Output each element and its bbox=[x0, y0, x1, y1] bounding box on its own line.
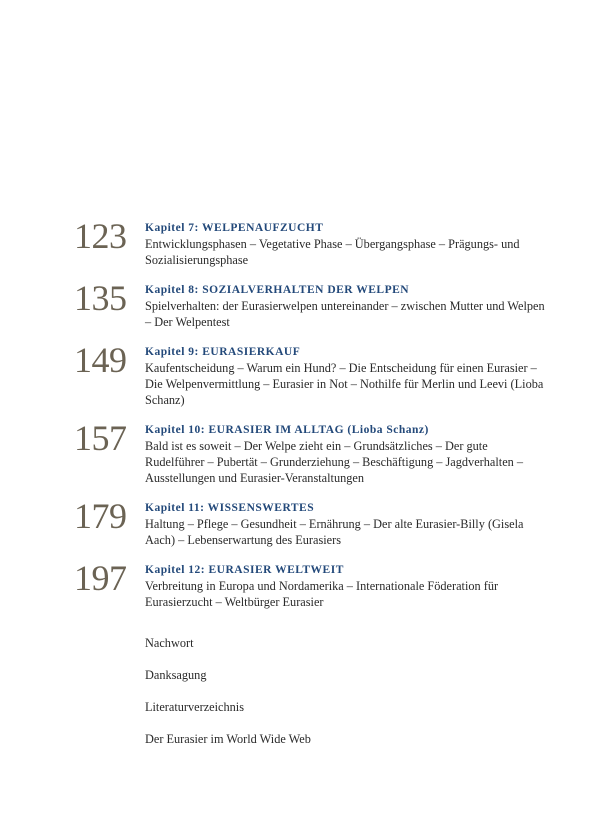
chapter-title: Kapitel 7: WELPENAUFZUCHT bbox=[145, 222, 324, 234]
chapter-title: Kapitel 10: EURASIER IM ALLTAG (Lioba Schanz) bbox=[145, 424, 429, 436]
chapter-description: Haltung – Pflege – Gesundheit – Ernährung – Der alte Eurasier-Billy (Gisela Aach) – Lebenserwartung des Eurasiers bbox=[145, 517, 524, 547]
back-matter-item: Der Eurasier im World Wide Web bbox=[145, 732, 311, 746]
chapter-description: Bald ist es soweit – Der Welpe zieht ein – Grundsätzliches – Der gute Rudelführer – Pubertät – Grunderziehung – Beschäftigung – Jagdverhalten – Ausstellungen und Eurasier-Veranstaltungen bbox=[145, 439, 524, 485]
back-matter-item: Danksagung bbox=[145, 668, 207, 682]
page-number: 123 bbox=[74, 216, 127, 256]
chapter-description: Verbreitung in Europa und Nordamerika – Internationale Föderation für Eurasierzucht – Weltbürger Eurasier bbox=[145, 579, 499, 609]
back-matter-item: Literaturverzeichnis bbox=[145, 700, 245, 714]
page-number: 157 bbox=[74, 418, 127, 458]
page-number: 179 bbox=[74, 496, 127, 536]
chapter-description: Entwicklungsphasen – Vegetative Phase – Übergangsphase – Prägungs- und Sozialisierungsphase bbox=[145, 237, 520, 267]
back-matter-item: Nachwort bbox=[145, 636, 194, 650]
page-number: 197 bbox=[74, 558, 127, 598]
page-number: 135 bbox=[74, 278, 127, 318]
chapter-title: Kapitel 12: EURASIER WELTWEIT bbox=[145, 564, 344, 576]
chapter-description: Spielverhalten: der Eurasierwelpen untereinander – zwischen Mutter und Welpen – Der Welpentest bbox=[145, 299, 545, 329]
page-number: 149 bbox=[74, 340, 127, 380]
chapter-title: Kapitel 11: WISSENSWERTES bbox=[145, 502, 315, 514]
chapter-title: Kapitel 8: SOZIALVERHALTEN DER WELPEN bbox=[145, 284, 410, 296]
chapter-description: Kaufentscheidung – Warum ein Hund? – Die Entscheidung für einen Eurasier – Die Welpenvermittlung – Eurasier in Not – Nothilfe für Merlin und Leevi (Lioba Schanz) bbox=[145, 361, 544, 407]
chapter-title: Kapitel 9: EURASIERKAUF bbox=[145, 346, 301, 358]
